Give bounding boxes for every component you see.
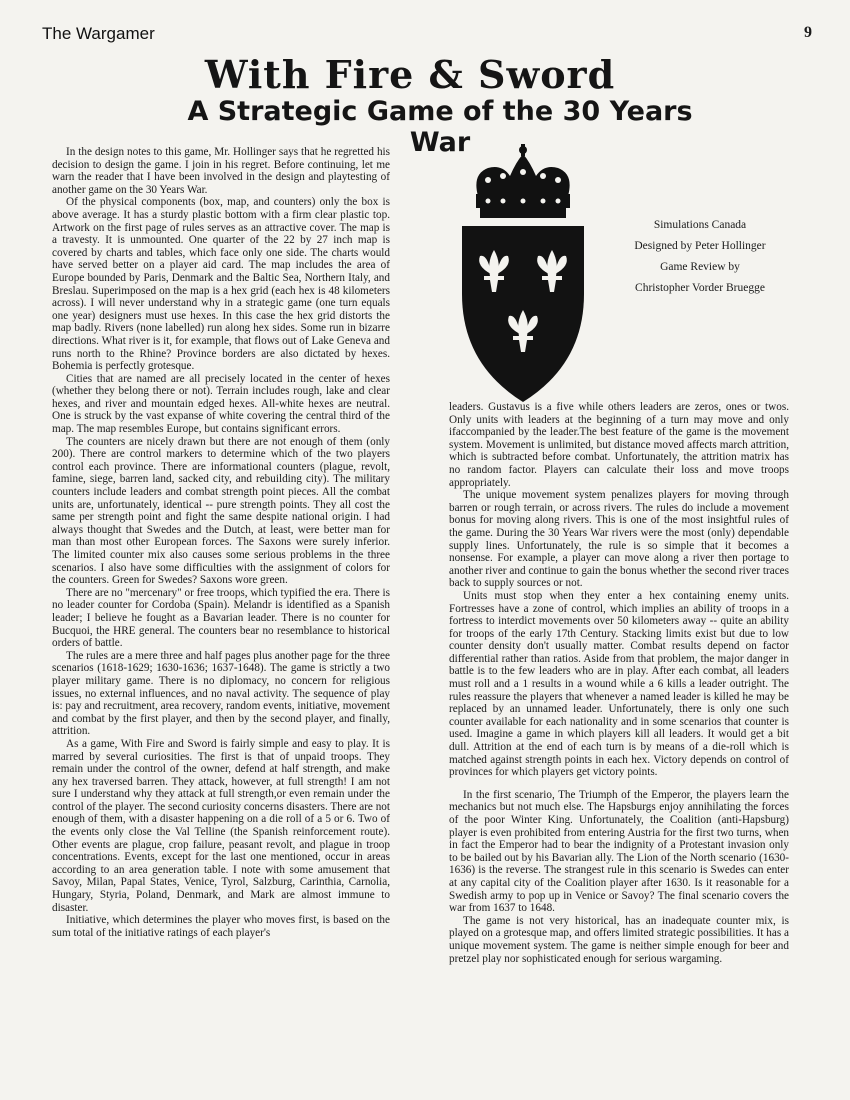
paragraph: There are no "mercenary" or free troops, which typified the era. There is no leader counter for Cordoba (Spain). Melandr is identified as a Spanish leader; I believe he fought as a Bavarian leader. There is no counter for Bucquoi, the HRE general. The counters bear no resemblance to historical orders of battle. — [52, 586, 390, 650]
publisher: Simulations Canada — [653, 219, 747, 231]
article-subtitle: A Strategic Game of the 30 Years War — [187, 96, 693, 158]
article-credits — [612, 218, 788, 302]
right-column — [449, 401, 789, 965]
paragraph: Of the physical components (box, map, and counters) only the box is above average. It has a sturdy plastic bottom with a firm clear plastic top. Artwork on the first page of rules serves as an attractive cover. The map is a travesty. It is unmounted. One quarter of the 22 by 27 inch map is covered by charts and tables, which face only one side. The charts would have served better on a player aid card. The map includes the area of Europe bounded by Paris, Denmark and the Baltic Sea, Northern Italy, and Breslau. Superimposed on the map is a hex grid (each hex is 48 kilometers across). I will never understand why in a strategic game (one turn equals one year) designers must use hexes. In this case the hex grid distorts the map badly. Rivers (none labelled) run along hex sides. Some run in bizarre directions. What river is it, for example, that flows out of Lake Geneva and runs north to the Rhine? Province borders are also dictated by hexes. Bohemia is perfectly grotesque. — [52, 196, 390, 373]
paragraph: The unique movement system penalizes players for moving through barren or rough terrain, or across rivers. The rules do include a movement bonus for moving along rivers. This is one of the most insightful rules of the game. During the 30 Years War rivers were the most (only) dependable supply lines. Unfortunately, the rule is so simple that it becomes a nonsense. For example, a player can move along a river then portage to another river and continue to gain the bonus whether the second river traces back to supply sources or not. — [449, 489, 789, 590]
paragraph: In the first scenario, The Triumph of the Emperor, the players learn the mechanics but not much else. The Hapsburgs enjoy annihilating the forces of the poor Winter King. Unfortunately, the Coalition (anti-Hapsburg) player is even prohibited from entering Austria for the first two turns, when in fact the Emperor had to bear the indignity of a Protestant invasion only to be bailed out by his Bavarian ally. The Lion of the North scenario (1630-1636) is the reverse. The strangest rule in this scenario is Swedes can enter at any capital city of the Coalition player after 1630. Is it reasonable for a Swedish army to pop up in Venice or Savoy? The final scenario covers the war from 1637 to 1648. — [449, 788, 789, 915]
page-number: 9 — [804, 24, 812, 41]
paragraph: Cities that are named are all precisely located in the center of hexes (whether they belong there or not). Terrain includes rough, lake and clear hexes, and river and mountain edged hexes. All-white hexes are neutral. One is struck by the vast expanse of white covering the central third of the map. The map resembles Europe, but contains significant errors. — [52, 372, 390, 436]
left-column — [52, 146, 390, 939]
review-label: Game Review by — [660, 261, 740, 273]
paragraph: Units must stop when they enter a hex containing enemy units. Fortresses have a zone of control, which implies an ability of troops in a fortress to interdict movements over 50 kilometers away -- quite an ability for troops of the early 17th Century. Stacking limits exist but due to low counter density don't usually matter. Combat results depend on factor differential rather than ratios. Aside from that problem, the major danger in battle is to the few leaders who are in play. After each combat, all leaders must roll and a 1 results in a wound while a 6 kills a leader outright. The rules reassure the players that whenever a named leader is killed he may be replaced by an unnamed leader. Unfortunately, there is only one such counter available for each nationality and in some scenarios that counter is used. Imagine a game in which players kill all leaders. It would get a bit dull. Attrition at the end of each turn is by means of a die-roll which is matched against strength points in each hex. Victory depends on control of provinces for which players get victory points. — [449, 589, 789, 779]
magazine-name: The Wargamer — [42, 24, 155, 43]
paragraph: As a game, With Fire and Sword is fairly simple and easy to play. It is marred by several curiosities. The first is that of unpaid troops. They remain under the control of the owner, defend at half strength, and make any hex traversed barren. They attack, however, at full strength! I am not sure I understand why they attack at full strength,or even remain under the control of the player. The second curiosity concerns disasters. There are not enough of them, with a disaster happening on a die roll of a 5 or 6. Two of the events only close the Val Telline (the Spanish reinforcement route). Other events are plague, crop failure, peasant revolt, and plague in troop concentrations. Events, except for the last one mentioned, occur in areas according to an area generation table. I note with some amusement that Savoy, Milan, Papal States, Venice, Tyrol, Salzburg, Carinthia, Carnolia, Hungary, Styria, Poland, Denmark, and Mark are almost immune to disaster. — [52, 737, 390, 914]
article-title: With Fire & Sword — [204, 52, 616, 97]
paragraph: The rules are a mere three and half pages plus another page for the three scenarios (1618-1629; 1630-1636; 1637-1648). The game is strictly a two player military game. There is no diplomacy, no concern for religious issues, no external influences, and no naval activity. The sequence of play is: pay and recruitment, area recovery, random events, initiative, movement and combat by the first player, and then by the second player, and finally, attrition. — [52, 649, 390, 738]
paragraph: In the design notes to this game, Mr. Hollinger says that he regretted his decision to design the game. I join in his regret. Before continuing, let me warn the reader that I have been involved in the design and playtesting of another game on the 30 Years War. — [52, 146, 390, 196]
paragraph: leaders. Gustavus is a five while others leaders are zeros, ones or twos. Only units with leaders at the beginning of a turn may move and only ifaccompanied by the leader.The best feature of the game is the movement system. Movement is unlimited, but distance moved affects march attrition, which is subtracted before combat. Unfortunately, the attrition matrix has no random factor. Players can calculate their loss and move troops appropriately. — [449, 401, 789, 489]
royal-crest-icon — [458, 144, 588, 414]
paragraph: The counters are nicely drawn but there are not enough of them (only 200). There are control markers to determine which of the two players control each province. There are informational counters (plague, revolt, famine, siege, barren land, sacked city, and rebuilding city). The military counters include leaders and combat strength point pieces. All the combat units are, unfortunately, identical -- pure strength points. They all cost the same per strength point and fight the same despite national origin. I had always thought that Swedes and the Dutch, at least, were better man for man than most other European forces. The Saxons were surely inferior. The limited counter mix also causes some serious problems in the three scenarios. I also have some difficulties with the assignment of colors for the counters. Green for Swedes? Saxons wore green. — [52, 435, 390, 587]
paragraph: Initiative, which determines the player who moves first, is based on the sum total of the initiative ratings of each player's — [52, 914, 390, 939]
designer: Designed by Peter Hollinger — [634, 240, 766, 252]
reviewer: Christopher Vorder Bruegge — [635, 282, 765, 294]
paragraph: The game is not very historical, has an inadequate counter mix, is played on a grotesque map, and offers limited strategic possibilities. It has a unique movement system. The game is neither simple enough for beer and pretzel play nor sophisticated enough for serious wargaming. — [449, 914, 789, 965]
